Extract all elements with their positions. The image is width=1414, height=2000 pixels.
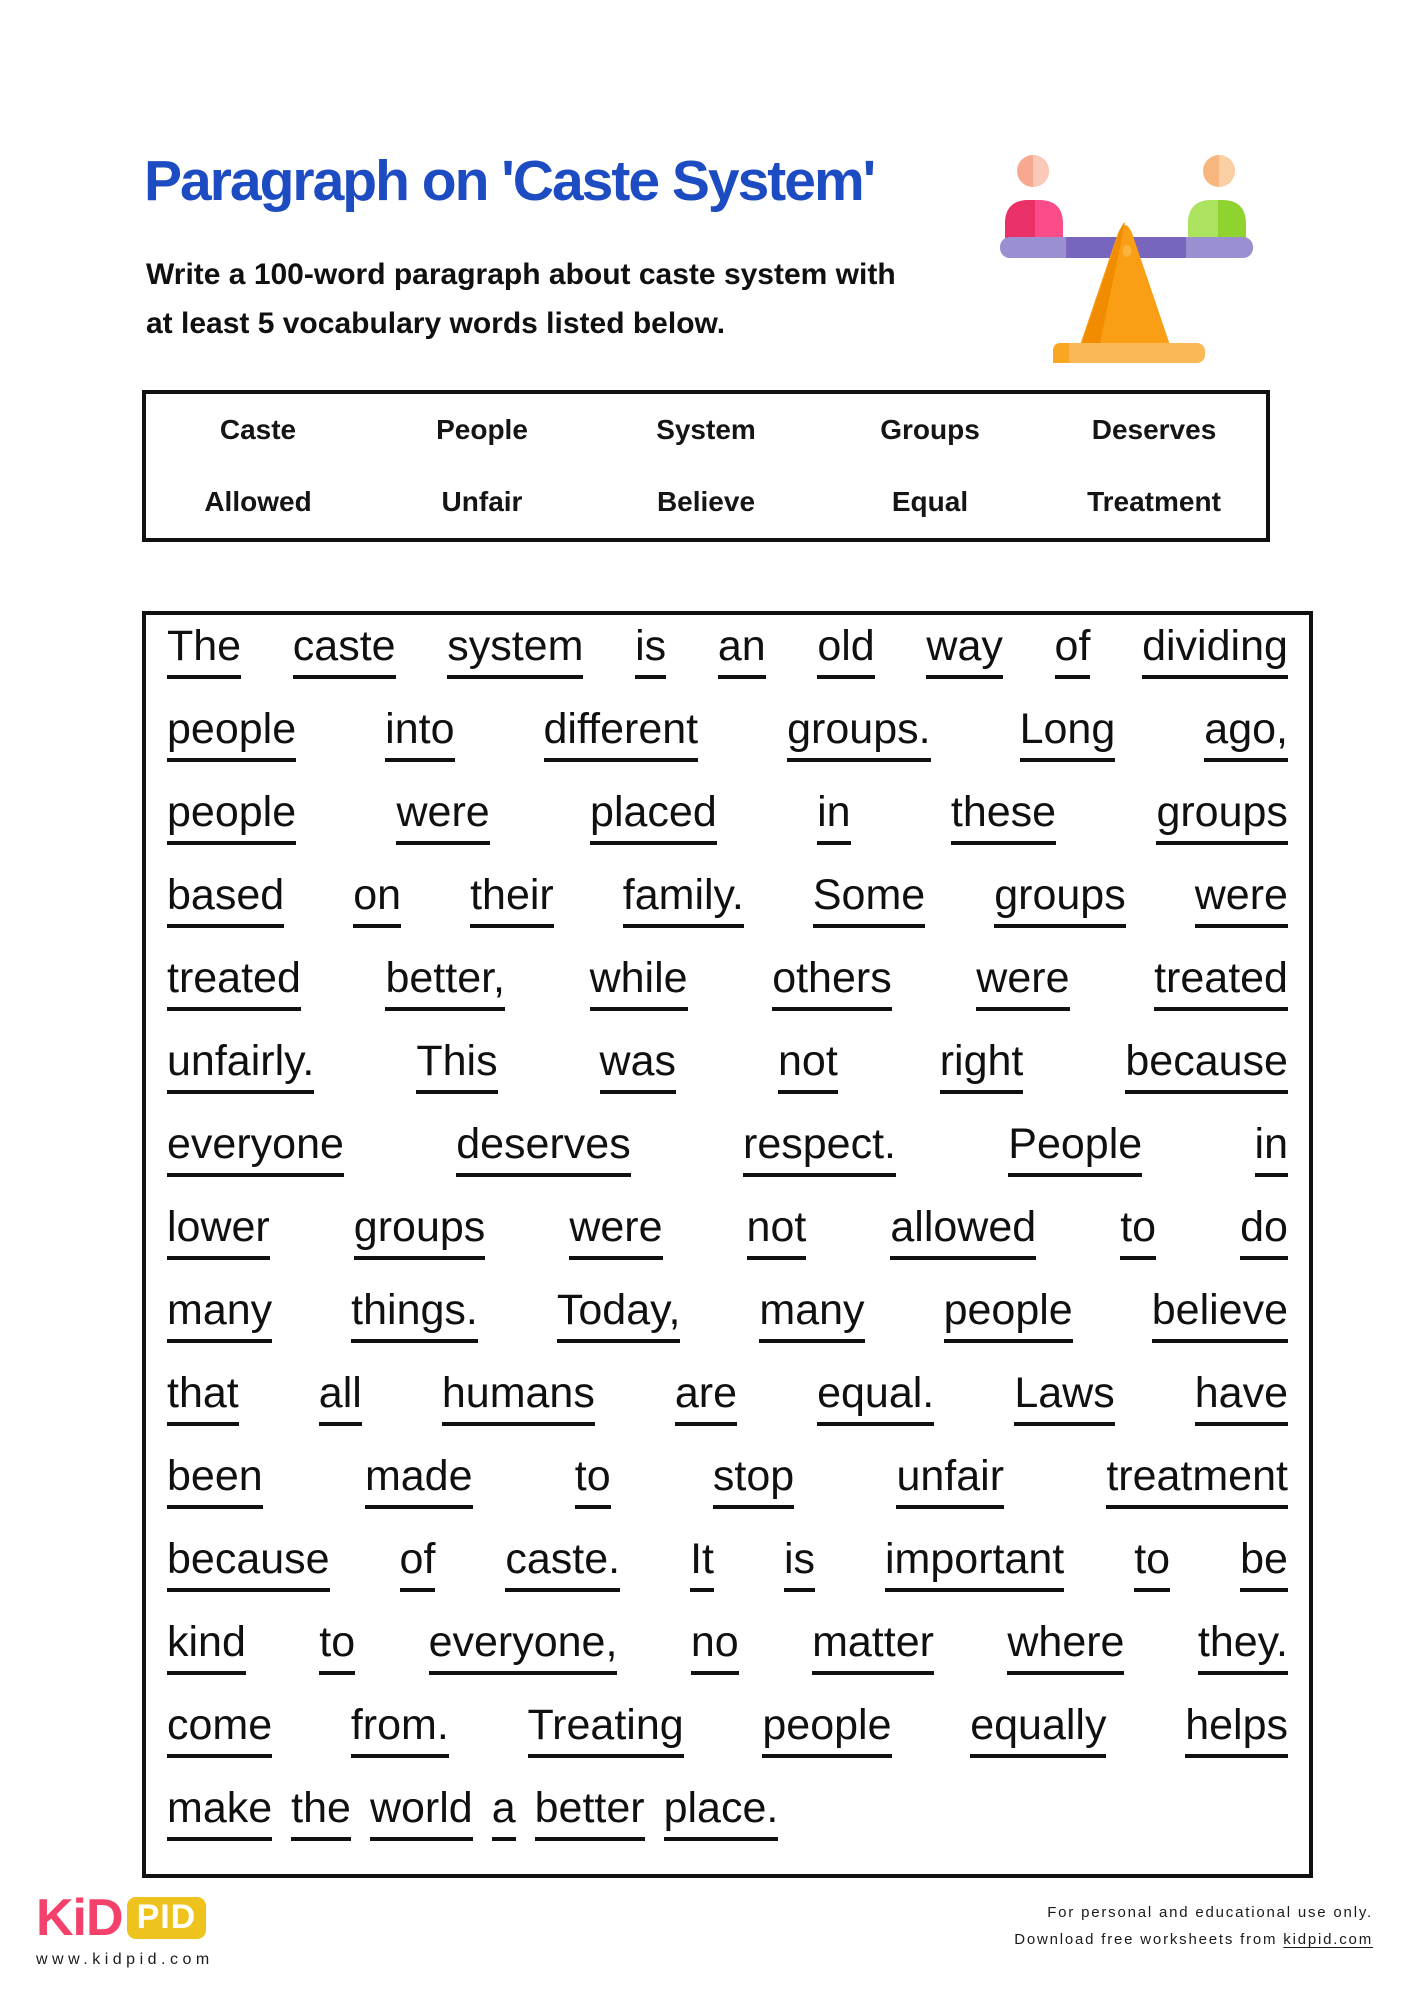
paragraph-line xyxy=(167,1696,1288,1779)
paragraph-word: The xyxy=(167,617,241,679)
paragraph-word: It xyxy=(690,1530,714,1592)
paragraph-line xyxy=(167,617,1288,700)
kidpid-logo-kid: KiD xyxy=(36,1889,123,1947)
paragraph-line xyxy=(167,1281,1288,1364)
usage-note xyxy=(1014,1899,1373,1953)
person-right-icon xyxy=(1188,155,1246,238)
paragraph-answer-box xyxy=(142,611,1313,1878)
paragraph-word: groups xyxy=(354,1198,485,1260)
vocabulary-word: Allowed xyxy=(204,486,312,517)
paragraph-word: People xyxy=(1008,1115,1142,1177)
usage-note-line-2 xyxy=(1014,1926,1373,1953)
paragraph-word: a xyxy=(492,1779,516,1841)
paragraph-word: Treating xyxy=(528,1696,684,1758)
paragraph-word: while xyxy=(590,949,688,1011)
paragraph-word: an xyxy=(718,617,766,679)
paragraph-word: not xyxy=(747,1198,807,1260)
paragraph-word: not xyxy=(778,1032,838,1094)
paragraph-word: respect. xyxy=(743,1115,896,1177)
paragraph-line xyxy=(167,866,1288,949)
paragraph-word: come xyxy=(167,1696,272,1758)
paragraph-word: people xyxy=(167,700,296,762)
paragraph-word: in xyxy=(817,783,850,845)
paragraph-word: the xyxy=(291,1779,351,1841)
paragraph-word: groups xyxy=(994,866,1125,928)
paragraph-line xyxy=(167,1447,1288,1530)
paragraph-word: do xyxy=(1240,1198,1288,1260)
paragraph-word: placed xyxy=(590,783,717,845)
person-left-icon xyxy=(1005,155,1063,238)
kidpid-link[interactable]: kidpid.com xyxy=(1283,1931,1373,1948)
paragraph-word: Today, xyxy=(557,1281,681,1343)
paragraph-word: of xyxy=(400,1530,436,1592)
paragraph-word: make xyxy=(167,1779,272,1841)
paragraph-word: place. xyxy=(664,1779,779,1841)
paragraph-word: is xyxy=(635,617,666,679)
vocabulary-word: Unfair xyxy=(441,486,523,517)
instructions-line-2: at least 5 vocabulary words listed below. xyxy=(146,307,726,340)
paragraph-line xyxy=(167,783,1288,866)
paragraph-word: where xyxy=(1007,1613,1124,1675)
usage-note-line-1: For personal and educational use only. xyxy=(1047,1904,1373,1921)
paragraph-word: were xyxy=(1195,866,1288,928)
paragraph-word: better xyxy=(535,1779,645,1841)
paragraph-word: their xyxy=(470,866,554,928)
paragraph-word: Long xyxy=(1020,700,1116,762)
paragraph-line xyxy=(167,1530,1288,1613)
paragraph-word: everyone xyxy=(167,1115,344,1177)
paragraph-line xyxy=(167,1364,1288,1447)
paragraph-word: allowed xyxy=(890,1198,1036,1260)
paragraph-word: others xyxy=(772,949,892,1011)
paragraph-word: ago, xyxy=(1204,700,1288,762)
paragraph-word: these xyxy=(951,783,1056,845)
paragraph-word: have xyxy=(1195,1364,1288,1426)
paragraph-word: equally xyxy=(970,1696,1106,1758)
paragraph-word: kind xyxy=(167,1613,246,1675)
paragraph-word: humans xyxy=(442,1364,595,1426)
paragraph-word: unfairly. xyxy=(167,1032,314,1094)
paragraph-word: was xyxy=(600,1032,676,1094)
paragraph-word: that xyxy=(167,1364,239,1426)
paragraph-word: based xyxy=(167,866,284,928)
paragraph-word: caste xyxy=(293,617,396,679)
vocabulary-word: Treatment xyxy=(1087,486,1221,517)
paragraph-word: been xyxy=(167,1447,263,1509)
paragraph-word: unfair xyxy=(896,1447,1004,1509)
paragraph-word: system xyxy=(447,617,583,679)
paragraph-word: different xyxy=(544,700,699,762)
paragraph-word: to xyxy=(1120,1198,1156,1260)
vocabulary-word: Caste xyxy=(219,414,297,445)
vocabulary-word: Believe xyxy=(656,486,756,517)
paragraph-word: matter xyxy=(812,1613,934,1675)
page-title: Paragraph on 'Caste System' xyxy=(144,149,875,213)
instructions xyxy=(146,250,896,348)
paragraph-word: helps xyxy=(1185,1696,1288,1758)
paragraph-word: into xyxy=(385,700,454,762)
paragraph-word: equal. xyxy=(817,1364,934,1426)
usage-note-line-2-text: Download free worksheets from xyxy=(1014,1931,1284,1948)
paragraph-line xyxy=(167,1779,1288,1862)
paragraph-word: because xyxy=(1125,1032,1288,1094)
paragraph-word: people xyxy=(944,1281,1073,1343)
paragraph-word: stop xyxy=(713,1447,794,1509)
paragraph-line xyxy=(167,1032,1288,1115)
vocabulary-word: Deserves xyxy=(1091,414,1217,445)
paragraph-word: old xyxy=(817,617,874,679)
instructions-line-1: Write a 100-word paragraph about caste system with xyxy=(146,258,896,291)
paragraph-word: be xyxy=(1240,1530,1288,1592)
vocabulary-word: Equal xyxy=(891,486,969,517)
paragraph-word: Some xyxy=(813,866,925,928)
paragraph-word: were xyxy=(976,949,1069,1011)
paragraph-word: deserves xyxy=(456,1115,630,1177)
vocabulary-word: Groups xyxy=(880,414,980,445)
paragraph-word: right xyxy=(940,1032,1024,1094)
paragraph-word: groups xyxy=(1156,783,1287,845)
paragraph-word: of xyxy=(1055,617,1091,679)
paragraph-word: no xyxy=(691,1613,739,1675)
paragraph-word: things. xyxy=(351,1281,478,1343)
paragraph-line xyxy=(167,700,1288,783)
paragraph-word: people xyxy=(167,783,296,845)
paragraph-word: Laws xyxy=(1014,1364,1114,1426)
paragraph-word: on xyxy=(353,866,401,928)
kidpid-logo-pid: PID xyxy=(136,1898,197,1936)
paragraph-word: world xyxy=(370,1779,473,1841)
paragraph-word: were xyxy=(569,1198,662,1260)
paragraph-word: way xyxy=(926,617,1002,679)
paragraph-word: in xyxy=(1255,1115,1288,1177)
paragraph-word: lower xyxy=(167,1198,270,1260)
paragraph-word: everyone, xyxy=(429,1613,618,1675)
paragraph-word: treatment xyxy=(1106,1447,1288,1509)
vocabulary-word: People xyxy=(436,414,528,445)
paragraph-word: caste. xyxy=(505,1530,620,1592)
kidpid-logo-pid-badge xyxy=(127,1897,207,1939)
paragraph-word: family. xyxy=(623,866,744,928)
paragraph-word: from. xyxy=(351,1696,449,1758)
paragraph-word: This xyxy=(416,1032,497,1094)
paragraph-word: are xyxy=(675,1364,737,1426)
paragraph-word: important xyxy=(885,1530,1064,1592)
paragraph-word: to xyxy=(575,1447,611,1509)
paragraph-line xyxy=(167,1613,1288,1696)
paragraph-word: treated xyxy=(167,949,301,1011)
website-url: www.kidpid.com xyxy=(36,1951,214,1968)
paragraph-word: they. xyxy=(1198,1613,1288,1675)
paragraph-line xyxy=(167,949,1288,1032)
paragraph-word: groups. xyxy=(787,700,930,762)
paragraph-word: dividing xyxy=(1142,617,1288,679)
vocabulary-box xyxy=(142,390,1270,542)
paragraph-word: many xyxy=(167,1281,272,1343)
kidpid-logo xyxy=(36,1889,206,1947)
paragraph-word: to xyxy=(319,1613,355,1675)
paragraph-word: made xyxy=(365,1447,473,1509)
paragraph-word: better, xyxy=(385,949,505,1011)
paragraph-word: were xyxy=(396,783,489,845)
paragraph-word: all xyxy=(319,1364,362,1426)
paragraph-word: to xyxy=(1134,1530,1170,1592)
paragraph-word: people xyxy=(762,1696,891,1758)
paragraph-line xyxy=(167,1198,1288,1281)
paragraph-word: believe xyxy=(1152,1281,1288,1343)
paragraph-word: is xyxy=(784,1530,815,1592)
balance-scale-illustration xyxy=(998,153,1254,365)
paragraph-word: many xyxy=(759,1281,864,1343)
paragraph-line xyxy=(167,1115,1288,1198)
vocabulary-word: System xyxy=(656,414,756,445)
paragraph-word: treated xyxy=(1154,949,1288,1011)
paragraph-word: because xyxy=(167,1530,330,1592)
